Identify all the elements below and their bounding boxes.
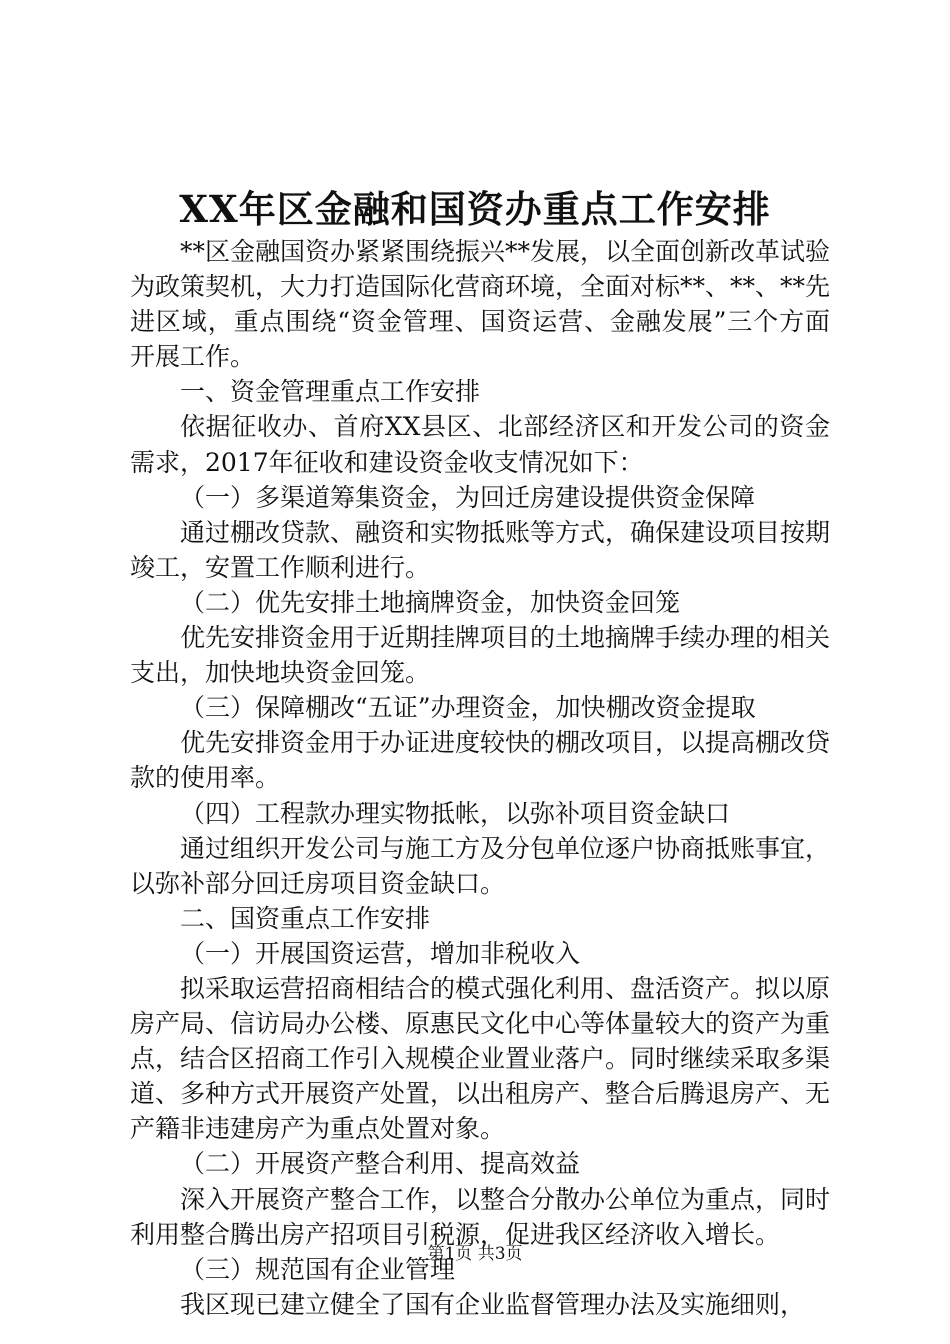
subheading-2-2: （二）开展资产整合利用、提高效益 (180, 1149, 581, 1179)
paragraph-2-2: 深入开展资产整合工作，以整合分散办公单位为重点，同时利用整合腾出房产招项目引税源，促进我区经济收入增长。 (130, 1184, 831, 1249)
paragraph-1-1: 通过棚改贷款、融资和实物抵账等方式，确保建设项目按期竣工，安置工作顺利进行。 (130, 517, 831, 582)
section-heading-2: 二、国资重点工作安排 (180, 903, 431, 933)
document-title: XX年区金融和国资办重点工作安排 (179, 187, 771, 231)
paragraph-1-4: 通过组织开发公司与施工方及分包单位逐户协商抵账事宜，以弥补部分回迁房项目资金缺口。 (130, 833, 831, 898)
paragraph-intro: **区金融国资办紧紧围绕振兴**发展，以全面创新改革试验为政策契机，大力打造国际化营商环境，全面对标**、**、**先进区域，重点围绕“资金管理、国资运营、金融发展”三个方面开展工作。 (130, 237, 831, 372)
document-body (130, 234, 830, 1322)
subheading-1-1: （一）多渠道筹集资金，为回迁房建设提供资金保障 (180, 482, 756, 512)
section-heading-1: 一、资金管理重点工作安排 (180, 377, 481, 407)
paragraph-1-2: 优先安排资金用于近期挂牌项目的土地摘牌手续办理的相关支出，加快地块资金回笼。 (130, 623, 831, 688)
subheading-2-1: （一）开展国资运营，增加非税收入 (180, 938, 581, 968)
subheading-1-2: （二）优先安排土地摘牌资金，加快资金回笼 (180, 587, 681, 617)
subheading-1-3: （三）保障棚改“五证”办理资金，加快棚改资金提取 (180, 693, 756, 723)
paragraph-2-3: 我区现已建立健全了国有企业监督管理办法及实施细则， (180, 1289, 806, 1319)
page-number-footer: 第1页 共3页 (427, 1244, 523, 1264)
paragraph-fund-demand: 依据征收办、首府XX县区、北部经济区和开发公司的资金需求，2017年征收和建设资金收支情况如下： (130, 412, 830, 477)
subheading-1-4: （四）工程款办理实物抵帐，以弥补项目资金缺口 (180, 798, 731, 828)
subheading-2-3: （三）规范国有企业管理 (180, 1254, 456, 1284)
paragraph-1-3: 优先安排资金用于办证进度较快的棚改项目，以提高棚改贷款的使用率。 (130, 728, 831, 793)
paragraph-2-1: 拟采取运营招商相结合的模式强化利用、盘活资产。拟以原房产局、信访局办公楼、原惠民文化中心等体量较大的资产为重点，结合区招商工作引入规模企业置业落户。同时继续采取多渠道、多种方式开展资产处置，以出租房产、整合后腾退房产、无产籍非违建房产为重点处置对象。 (130, 973, 831, 1144)
